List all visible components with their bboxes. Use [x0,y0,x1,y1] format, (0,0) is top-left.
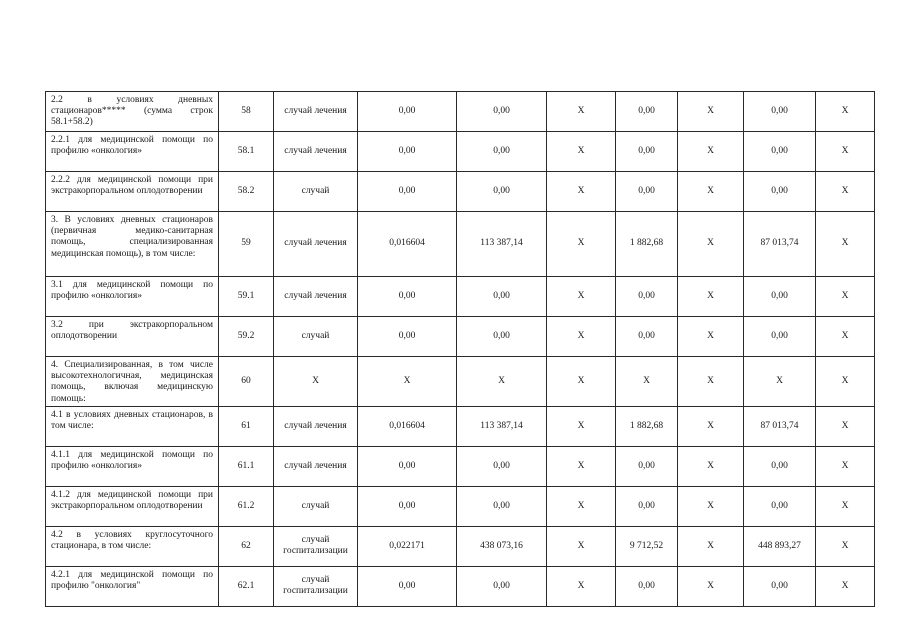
x-marker-cell: X [547,172,616,212]
per-capita-cost-cell: 0,00 [616,92,678,132]
row-number-cell: 62.1 [219,566,274,606]
x-marker-cell: X [816,446,875,486]
indicator-name-cell: 2.2.2 для медицинской помощи при экстракорпоральном оплодотворении [46,172,219,212]
x-marker-cell: X [678,212,744,277]
x-marker-cell: X [547,406,616,446]
table-row [46,277,875,317]
unit-of-measure-cell: случай лечения [274,212,358,277]
per-capita-cost-cell: 9 712,52 [616,526,678,566]
table-row [46,357,875,407]
x-marker-cell: X [678,172,744,212]
x-marker-cell: X [547,566,616,606]
volume-value-cell: 0,00 [358,172,457,212]
x-marker-cell: X [678,317,744,357]
x-marker-cell: X [547,357,616,407]
row-number-cell: 60 [219,357,274,407]
cost-per-unit-cell: 113 387,14 [457,406,547,446]
indicator-name-cell: 4.1.2 для медицинской помощи при экстракорпоральном оплодотворении [46,486,219,526]
unit-of-measure-cell: случай лечения [274,92,358,132]
row-number-cell: 59.2 [219,317,274,357]
row-number-cell: 61.1 [219,446,274,486]
per-capita-cost-cell: 0,00 [616,172,678,212]
total-cost-cell: 0,00 [744,132,816,172]
total-cost-cell: 87 013,74 [744,212,816,277]
unit-of-measure-cell: случай госпитализации [274,526,358,566]
tariff-table [45,91,875,607]
per-capita-cost-cell: 0,00 [616,486,678,526]
row-number-cell: 59.1 [219,277,274,317]
x-marker-cell: X [678,277,744,317]
table-row [46,92,875,132]
x-marker-cell: X [547,486,616,526]
total-cost-cell: 0,00 [744,172,816,212]
total-cost-cell: 0,00 [744,446,816,486]
x-marker-cell: X [816,212,875,277]
per-capita-cost-cell: 0,00 [616,446,678,486]
volume-value-cell: 0,016604 [358,406,457,446]
indicator-name-cell: 3.2 при экстракорпоральном оплодотворении [46,317,219,357]
row-number-cell: 61 [219,406,274,446]
x-marker-cell: X [816,406,875,446]
per-capita-cost-cell: 0,00 [616,132,678,172]
total-cost-cell: 0,00 [744,486,816,526]
unit-of-measure-cell: случай лечения [274,406,358,446]
unit-of-measure-cell: случай [274,172,358,212]
per-capita-cost-cell: 1 882,68 [616,212,678,277]
row-number-cell: 58.2 [219,172,274,212]
table-row [46,486,875,526]
row-number-cell: 62 [219,526,274,566]
x-marker-cell: X [547,317,616,357]
per-capita-cost-cell: 1 882,68 [616,406,678,446]
volume-value-cell: 0,016604 [358,212,457,277]
cost-per-unit-cell: 0,00 [457,317,547,357]
per-capita-cost-cell: 0,00 [616,277,678,317]
table-row [46,212,875,277]
table-row [46,446,875,486]
total-cost-cell: 0,00 [744,317,816,357]
row-number-cell: 59 [219,212,274,277]
total-cost-cell: X [744,357,816,407]
unit-of-measure-cell: случай лечения [274,277,358,317]
cost-per-unit-cell: X [457,357,547,407]
cost-per-unit-cell: 0,00 [457,566,547,606]
per-capita-cost-cell: 0,00 [616,317,678,357]
volume-value-cell: 0,00 [358,132,457,172]
indicator-name-cell: 3.1 для медицинской помощи по профилю «онкология» [46,277,219,317]
per-capita-cost-cell: X [616,357,678,407]
cost-per-unit-cell: 0,00 [457,172,547,212]
table-row [46,566,875,606]
unit-of-measure-cell: случай [274,317,358,357]
x-marker-cell: X [547,212,616,277]
table-row [46,526,875,566]
cost-per-unit-cell: 0,00 [457,92,547,132]
x-marker-cell: X [678,566,744,606]
x-marker-cell: X [816,566,875,606]
table-row [46,172,875,212]
unit-of-measure-cell: X [274,357,358,407]
x-marker-cell: X [678,446,744,486]
x-marker-cell: X [547,277,616,317]
table-row [46,406,875,446]
x-marker-cell: X [816,486,875,526]
x-marker-cell: X [816,317,875,357]
x-marker-cell: X [678,92,744,132]
cost-per-unit-cell: 0,00 [457,446,547,486]
volume-value-cell: 0,00 [358,92,457,132]
indicator-name-cell: 4.1.1 для медицинской помощи по профилю «онкология» [46,446,219,486]
x-marker-cell: X [816,132,875,172]
indicator-name-cell: 4.2.1 для медицинской помощи по профилю "онкология" [46,566,219,606]
indicator-name-cell: 4.2 в условиях круглосуточного стационара, в том числе: [46,526,219,566]
total-cost-cell: 0,00 [744,566,816,606]
unit-of-measure-cell: случай лечения [274,132,358,172]
x-marker-cell: X [816,172,875,212]
x-marker-cell: X [816,526,875,566]
x-marker-cell: X [816,92,875,132]
indicator-name-cell: 4. Специализированная, в том числе высокотехнологичная, медицинская помощь, включая медицинскую помощь: [46,357,219,407]
x-marker-cell: X [678,357,744,407]
total-cost-cell: 448 893,27 [744,526,816,566]
x-marker-cell: X [547,526,616,566]
table-row [46,132,875,172]
per-capita-cost-cell: 0,00 [616,566,678,606]
x-marker-cell: X [678,406,744,446]
total-cost-cell: 87 013,74 [744,406,816,446]
x-marker-cell: X [816,277,875,317]
cost-per-unit-cell: 0,00 [457,132,547,172]
x-marker-cell: X [547,132,616,172]
total-cost-cell: 0,00 [744,92,816,132]
unit-of-measure-cell: случай [274,486,358,526]
table-body [46,92,875,607]
volume-value-cell: X [358,357,457,407]
cost-per-unit-cell: 113 387,14 [457,212,547,277]
indicator-name-cell: 2.2 в условиях дневных стационаров***** (сумма строк 58.1+58.2) [46,92,219,132]
row-number-cell: 58.1 [219,132,274,172]
volume-value-cell: 0,022171 [358,526,457,566]
indicator-name-cell: 2.2.1 для медицинской помощи по профилю «онкология» [46,132,219,172]
row-number-cell: 58 [219,92,274,132]
row-number-cell: 61.2 [219,486,274,526]
volume-value-cell: 0,00 [358,566,457,606]
cost-per-unit-cell: 0,00 [457,486,547,526]
volume-value-cell: 0,00 [358,486,457,526]
x-marker-cell: X [816,357,875,407]
volume-value-cell: 0,00 [358,446,457,486]
x-marker-cell: X [547,446,616,486]
x-marker-cell: X [678,486,744,526]
cost-per-unit-cell: 438 073,16 [457,526,547,566]
indicator-name-cell: 4.1 в условиях дневных стационаров, в том числе: [46,406,219,446]
unit-of-measure-cell: случай лечения [274,446,358,486]
volume-value-cell: 0,00 [358,317,457,357]
total-cost-cell: 0,00 [744,277,816,317]
volume-value-cell: 0,00 [358,277,457,317]
indicator-name-cell: 3. В условиях дневных стационаров (первичная медико-санитарная помощь, специализированная медицинская помощь), в том числе: [46,212,219,277]
unit-of-measure-cell: случай госпитализации [274,566,358,606]
x-marker-cell: X [678,526,744,566]
table-row [46,317,875,357]
x-marker-cell: X [678,132,744,172]
cost-per-unit-cell: 0,00 [457,277,547,317]
x-marker-cell: X [547,92,616,132]
